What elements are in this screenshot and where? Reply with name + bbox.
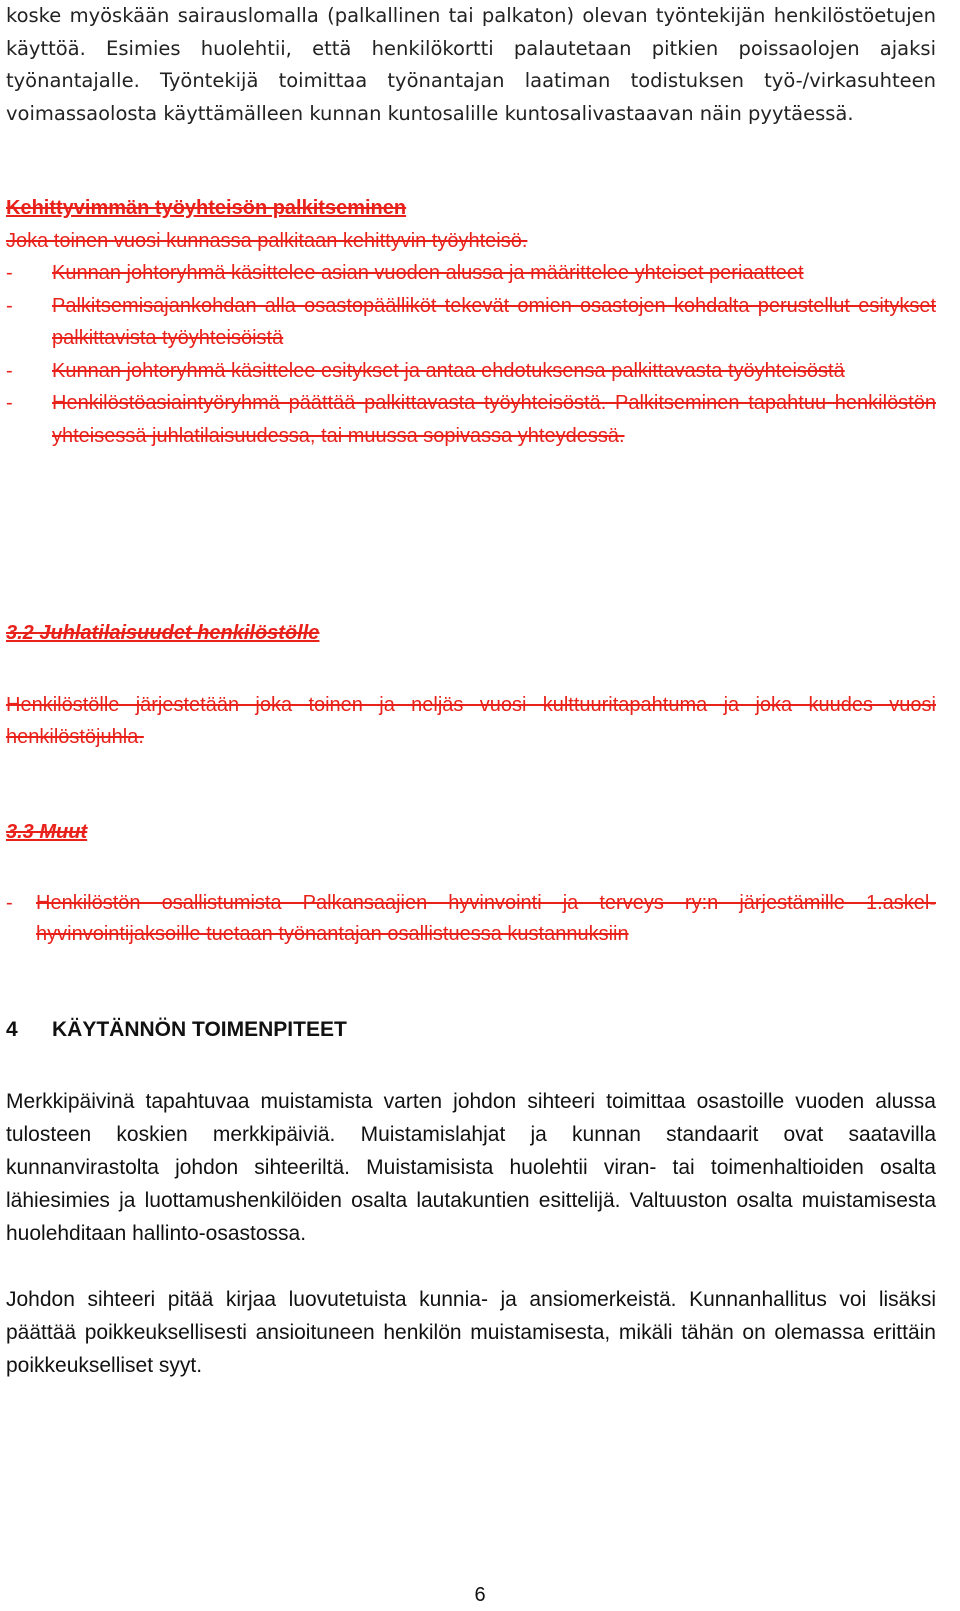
list-dash: - bbox=[6, 392, 13, 414]
list-dash: - bbox=[6, 294, 13, 317]
reward-section bbox=[6, 192, 936, 452]
section-3-3 bbox=[6, 816, 936, 950]
section-4-number: 4 bbox=[6, 1018, 18, 1041]
section-3-2-heading: 3.2 Juhlatilaisuudet henkilöstölle bbox=[6, 622, 320, 644]
section-3-3-heading: 3.3 Muut bbox=[6, 821, 88, 843]
section-3-2 bbox=[6, 617, 936, 754]
section-4-paragraph-2: Johdon sihteeri pitää kirjaa luovutetuista kunnia- ja ansiomerkeistä. Kunnanhallitus voi lisäksi päättää poikkeuksellisesti ansioituneen henkilön muistamisesta, mikäli tähän on olemassa erittäin poikkeukselliset syyt. bbox=[6, 1288, 936, 1377]
reward-intro: Joka toinen vuosi kunnassa palkitaan kehittyvin työyhteisö. bbox=[6, 229, 528, 252]
reward-heading: Kehittyvimmän työyhteisön palkitseminen bbox=[6, 197, 407, 219]
reward-item-2 bbox=[6, 290, 936, 355]
section-3-2-text: Henkilöstölle järjestetään joka toinen ja neljäs vuosi kulttuuritapahtuma ja joka kuudes vuosi henkilöstöjuhla. bbox=[6, 693, 936, 748]
section-4-title: KÄYTÄNNÖN TOIMENPITEET bbox=[52, 1018, 347, 1041]
section-4-paragraph-1: Merkkipäivinä tapahtuvaa muistamista varten johdon sihteeri toimittaa osastoille vuoden alussa tulosteen koskien merkkipäiviä. Muistamislahjat ja kunnan standaarit ovat saatavilla kunnanvirastolta johdon sihteeriltä. Muistamisista huolehtii viran- tai toimenhaltioiden osalta lähiesimies ja luottamushenkilöiden osalta lautakuntien esittelijä. Valtuuston osalta muistamisesta huolehditaan hallinto-osastossa. bbox=[6, 1090, 936, 1245]
reward-item-4 bbox=[6, 387, 936, 452]
reward-item-text: Henkilöstöasiaintyöryhmä päättää palkittavasta työyhteisöstä. Palkitseminen tapahtuu henkilöstön yhteisessä juhlatilaisuudessa, tai muussa sopivassa yhteydessä. bbox=[52, 392, 936, 447]
intro-paragraph: koske myöskään sairauslomalla (palkallinen tai palkaton) olevan työntekijän henkilöstöetujen käyttöä. Esimies huolehtii, että henkilökortti palautetaan pitkien poissaolojen ajaksi työnantajalle. Työntekijä toimittaa työnantajan laatiman todistuksen työ-/virkasuhteen voimassaolosta käyttämälleen kunnan kuntosalille kuntosalivastaavan näin pyytäessä. bbox=[6, 4, 936, 125]
list-dash: - bbox=[6, 359, 13, 382]
list-dash: - bbox=[6, 891, 13, 914]
page-number: 6 bbox=[474, 1584, 486, 1606]
reward-item-3 bbox=[6, 355, 936, 388]
section-4-heading bbox=[6, 1014, 936, 1046]
reward-item-text: Kunnan johtoryhmä käsittelee esitykset ja antaa ehdotuksensa palkittavasta työyhteisöstä bbox=[52, 359, 845, 382]
reward-item-1 bbox=[6, 257, 936, 290]
reward-item-text: Palkitsemisajankohdan alla osastopäälliköt tekevät omien osastojen kohdalta perustellut esitykset palkittavista työyhteisöistä bbox=[52, 294, 936, 349]
section-3-3-item bbox=[6, 888, 936, 950]
list-dash: - bbox=[6, 262, 13, 284]
reward-item-text: Kunnan johtoryhmä käsittelee asian vuoden alussa ja määrittelee yhteiset periaatteet bbox=[52, 262, 804, 284]
section-3-3-item-text: Henkilöstön osallistumista Palkansaajien hyvinvointi ja terveys ry:n järjestämille 1.askel-hyvinvointijaksoille tuetaan työnantajan osallistuessa kustannuksiin bbox=[36, 891, 936, 945]
